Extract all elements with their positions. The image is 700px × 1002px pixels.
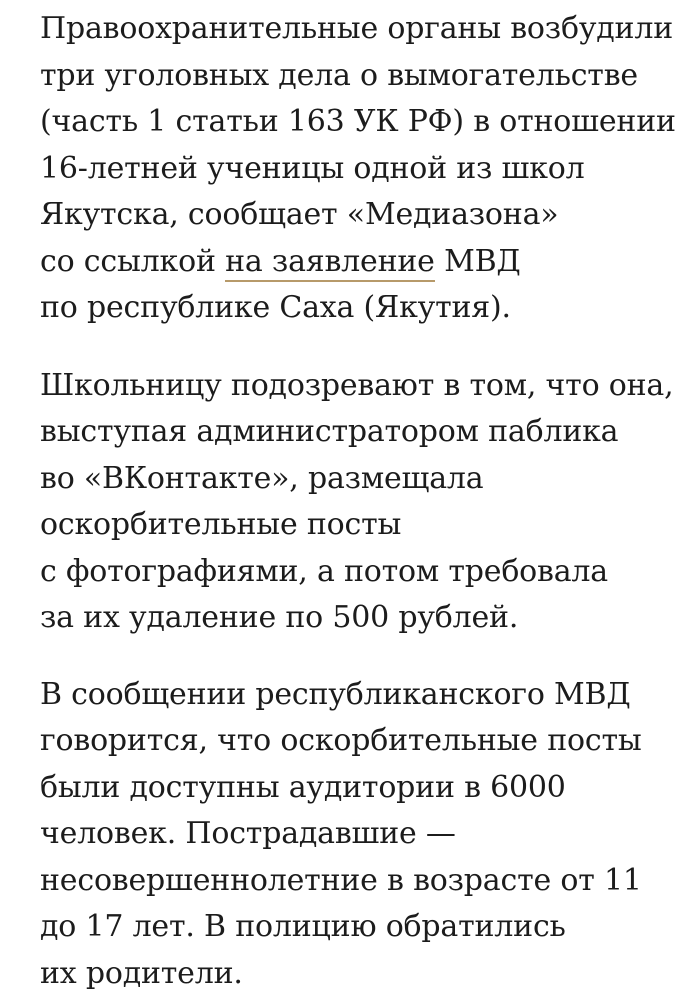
text-line: во «ВКонтакте», размещала — [40, 460, 484, 496]
text-line: Якутска, сообщает «Медиазона» — [40, 197, 559, 232]
paragraph-3 — [40, 672, 676, 998]
text-line: выступая администратором паблика — [40, 414, 619, 449]
text-line-with-link — [40, 239, 676, 286]
text-line: Школьницу подозревают в том, что она, — [40, 367, 674, 403]
text-line: до 17 лет. В полицию обратились — [40, 909, 566, 944]
text-line: Правоохранительные органы возбудили — [40, 11, 673, 46]
text-fragment: со ссылкой — [40, 243, 226, 279]
statement-link[interactable]: на заявление — [225, 244, 435, 282]
text-line: В сообщении республиканского МВД — [40, 676, 631, 712]
text-line: по республике Саха (Якутия). — [40, 290, 511, 325]
text-line: их родители. — [40, 955, 243, 991]
text-line: человек. Пострадавшие — — [40, 816, 456, 851]
text-line: 16-летней ученицы одной из школ — [40, 150, 585, 186]
text-line: были доступны аудитории в 6000 — [40, 769, 566, 805]
text-line: несовершеннолетние в возрасте от 11 — [40, 862, 642, 898]
text-line: оскорбительные посты — [40, 507, 402, 542]
text-line: говорится, что оскорбительные посты — [40, 723, 642, 758]
paragraph-2 — [40, 363, 676, 642]
text-line: (часть 1 статьи 163 УК РФ) в отношении — [40, 104, 676, 139]
text-line: три уголовных дела о вымогательстве — [40, 57, 638, 93]
text-line: за их удаление по 500 рублей. — [40, 600, 519, 635]
text-fragment: МВД — [434, 243, 521, 279]
paragraph-1 — [40, 0, 676, 332]
text-line: с фотографиями, а потом требовала — [40, 553, 608, 589]
